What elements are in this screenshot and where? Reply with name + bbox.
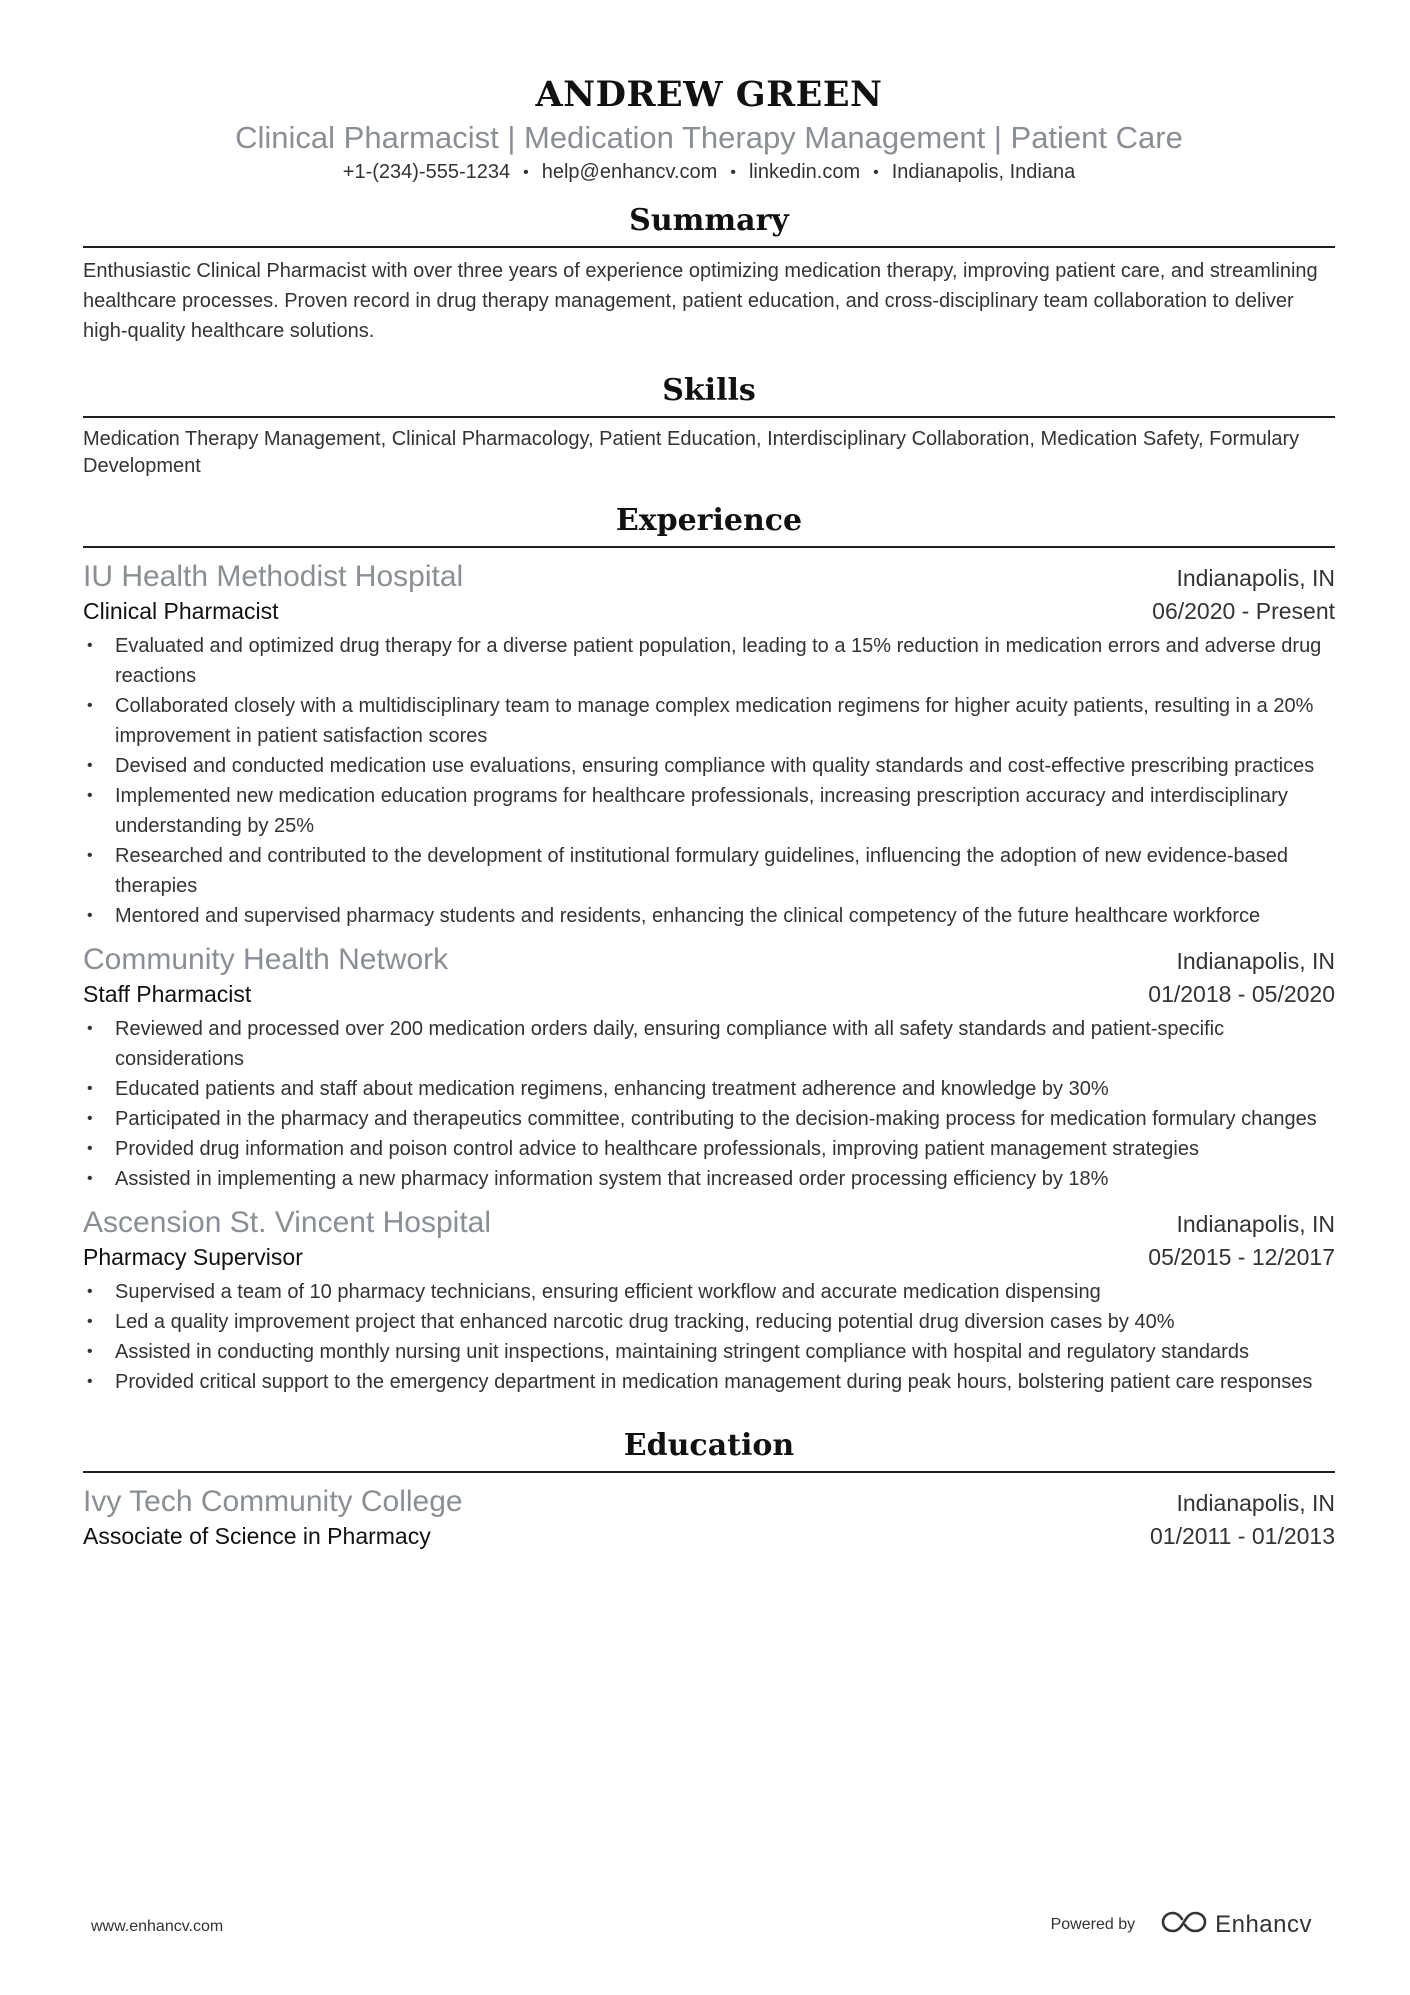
bullet-icon: • <box>87 1313 93 1330</box>
contact-separator: • <box>873 164 879 181</box>
contact-email[interactable]: help@enhancv.com <box>541 161 718 183</box>
achievement-text: Researched and contributed to the development of institutional formulary guidelines, influencing the adoption of new evidence-based therapies <box>115 845 1288 897</box>
achievement-text: Collaborated closely with a multidisciplinary team to manage complex medication regimens for higher acuity patients, resulting in a 20% improvement in patient satisfaction scores <box>115 695 1314 747</box>
bullet-icon: • <box>87 1020 93 1037</box>
resume-page <box>83 0 1335 1551</box>
achievement-item <box>83 1164 1335 1194</box>
enhancv-infinity-logo-icon <box>1161 1909 1207 1940</box>
education-section <box>83 1427 1335 1551</box>
job-dates: 05/2015 - 12/2017 <box>1148 1244 1335 1270</box>
achievement-item <box>83 631 1335 691</box>
achievement-text: Supervised a team of 10 pharmacy technicians, ensuring efficient workflow and accurate medication dispensing <box>115 1281 1101 1303</box>
achievement-text: Evaluated and optimized drug therapy for a diverse patient population, leading to a 15% reduction in medication errors and adverse drug reactions <box>115 635 1322 687</box>
contact-linkedin[interactable]: linkedin.com <box>748 161 861 183</box>
contact-location: Indianapolis, Indiana <box>891 161 1076 183</box>
job-location: Indianapolis, IN <box>1176 1211 1335 1237</box>
achievement-item <box>83 1104 1335 1134</box>
achievement-item <box>83 1074 1335 1104</box>
bullet-icon: • <box>87 1170 93 1187</box>
bullet-icon: • <box>87 697 93 714</box>
achievement-item <box>83 1337 1335 1367</box>
bullet-icon: • <box>87 637 93 654</box>
job-title: Pharmacy Supervisor <box>83 1244 303 1270</box>
experience-section <box>83 502 1335 1397</box>
achievement-item <box>83 841 1335 901</box>
achievement-item <box>83 901 1335 931</box>
achievement-text: Led a quality improvement project that enhanced narcotic drug tracking, reducing potential drug diversion cases by 40% <box>115 1311 1175 1333</box>
achievement-item <box>83 691 1335 751</box>
achievement-text: Provided critical support to the emergency department in medication management during peak hours, bolstering patient care responses <box>115 1371 1313 1393</box>
experience-title: Experience <box>83 502 1335 548</box>
experience-entry <box>83 941 1335 1194</box>
company-name: Community Health Network <box>83 943 449 976</box>
summary-text: Enthusiastic Clinical Pharmacist with over three years of experience optimizing medication therapy, improving patient care, and streamlining healthcare processes. Proven record in drug therapy management, patient education, and cross-disciplinary team collaboration to deliver high-quality healthcare solutions. <box>83 260 1318 342</box>
achievement-list <box>83 631 1335 931</box>
education-entry <box>83 1483 1335 1551</box>
achievement-text: Assisted in conducting monthly nursing unit inspections, maintaining stringent compliance with hospital and regulatory standards <box>115 1341 1249 1363</box>
bullet-icon: • <box>87 1080 93 1097</box>
achievement-item <box>83 751 1335 781</box>
job-dates: 06/2020 - Present <box>1152 598 1335 624</box>
achievement-text: Assisted in implementing a new pharmacy information system that increased order processing efficiency by 18% <box>115 1168 1109 1190</box>
bullet-icon: • <box>87 1343 93 1360</box>
experience-entry <box>83 558 1335 931</box>
footer-branding <box>1051 1909 1312 1940</box>
candidate-headline: Clinical Pharmacist | Medication Therapy Management | Patient Care <box>235 120 1183 155</box>
school-name: Ivy Tech Community College <box>83 1485 463 1518</box>
school-location: Indianapolis, IN <box>1176 1490 1335 1516</box>
achievement-text: Provided drug information and poison control advice to healthcare professionals, improving patient management strategies <box>115 1138 1199 1160</box>
contact-separator: • <box>523 164 529 181</box>
contact-phone[interactable]: +1-(234)-555-1234 <box>342 161 511 183</box>
bullet-icon: • <box>87 1110 93 1127</box>
achievement-item <box>83 1134 1335 1164</box>
achievement-list <box>83 1277 1335 1397</box>
achievement-item <box>83 1014 1335 1074</box>
skills-section <box>83 372 1335 480</box>
achievement-item <box>83 1367 1335 1397</box>
achievement-item <box>83 1307 1335 1337</box>
company-name: IU Health Methodist Hospital <box>83 560 464 593</box>
bullet-icon: • <box>87 847 93 864</box>
bullet-icon: • <box>87 907 93 924</box>
achievement-text: Reviewed and processed over 200 medication orders daily, ensuring compliance with all safety standards and patient-specific considerations <box>115 1018 1225 1070</box>
enhancv-brand-text[interactable]: Enhancv <box>1215 1910 1312 1938</box>
bullet-icon: • <box>87 1140 93 1157</box>
achievement-list <box>83 1014 1335 1194</box>
summary-section <box>83 202 1335 346</box>
experience-entry <box>83 1204 1335 1397</box>
education-title: Education <box>83 1427 1335 1473</box>
candidate-name: ANDREW GREEN <box>535 74 883 115</box>
achievement-text: Devised and conducted medication use evaluations, ensuring compliance with quality standards and cost-effective prescribing practices <box>115 755 1315 777</box>
degree-title: Associate of Science in Pharmacy <box>83 1523 431 1549</box>
achievement-text: Mentored and supervised pharmacy students and residents, enhancing the clinical competency of the future healthcare workforce <box>115 905 1261 927</box>
achievement-text: Participated in the pharmacy and therapeutics committee, contributing to the decision-making process for medication formulary changes <box>115 1108 1317 1130</box>
powered-by-label: Powered by <box>1050 1915 1136 1933</box>
bullet-icon: • <box>87 787 93 804</box>
job-dates: 01/2018 - 05/2020 <box>1148 981 1335 1007</box>
achievement-item <box>83 1277 1335 1307</box>
skills-text: Medication Therapy Management, Clinical Pharmacology, Patient Education, Interdisciplinary Collaboration, Medication Safety, Formulary Development <box>83 428 1300 477</box>
summary-title: Summary <box>83 202 1335 248</box>
contact-separator: • <box>730 164 736 181</box>
achievement-text: Educated patients and staff about medication regimens, enhancing treatment adherence and knowledge by 30% <box>115 1078 1109 1100</box>
achievement-text: Implemented new medication education programs for healthcare professionals, increasing prescription accuracy and interdisciplinary understanding by 25% <box>115 785 1288 837</box>
achievement-item <box>83 781 1335 841</box>
footer-website[interactable]: www.enhancv.com <box>91 1918 224 1935</box>
skills-title: Skills <box>83 372 1335 418</box>
company-name: Ascension St. Vincent Hospital <box>83 1206 492 1239</box>
job-location: Indianapolis, IN <box>1176 948 1335 974</box>
job-location: Indianapolis, IN <box>1176 565 1335 591</box>
job-title: Staff Pharmacist <box>83 981 252 1007</box>
job-title: Clinical Pharmacist <box>83 598 279 624</box>
bullet-icon: • <box>87 1373 93 1390</box>
contact-line <box>83 159 1335 186</box>
bullet-icon: • <box>87 1283 93 1300</box>
education-dates: 01/2011 - 01/2013 <box>1149 1523 1335 1549</box>
bullet-icon: • <box>87 757 93 774</box>
